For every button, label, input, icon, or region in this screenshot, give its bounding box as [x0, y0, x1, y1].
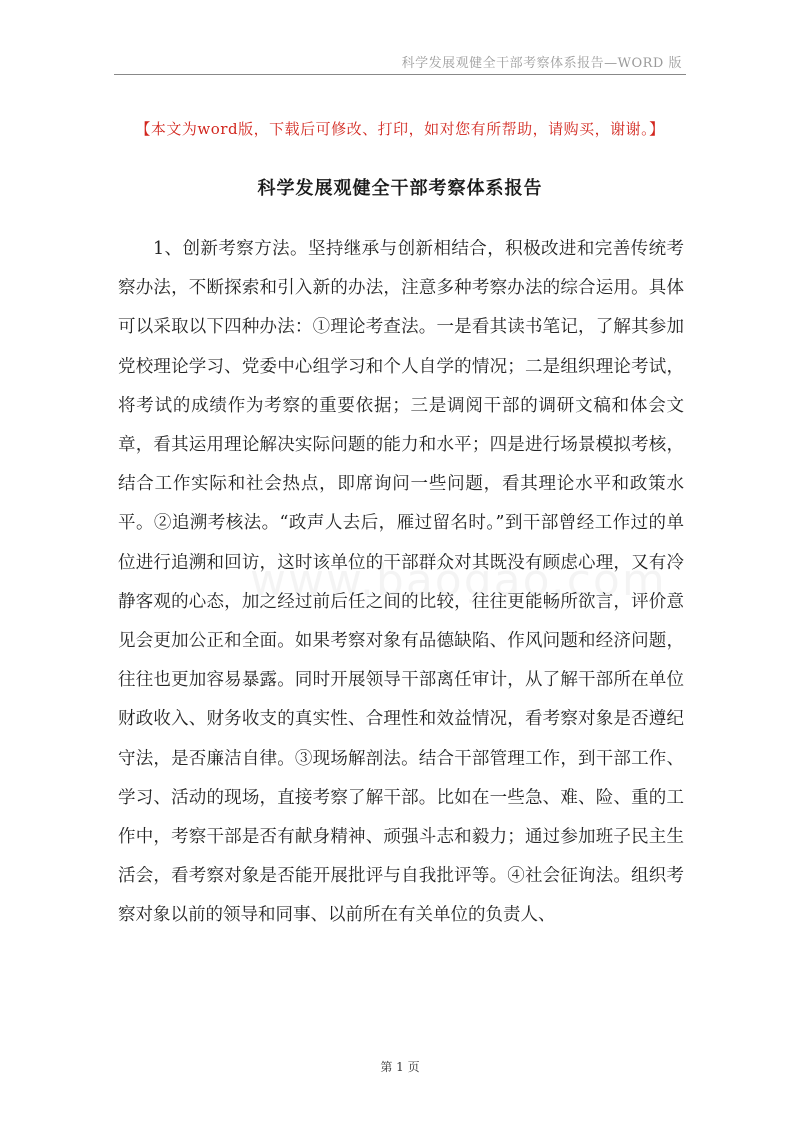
document-title: 科学发展观健全干部考察体系报告	[257, 178, 543, 199]
download-notice: 【本文为word版，下载后可修改、打印，如对您有所帮助，请购买，谢谢。】	[135, 120, 665, 138]
header-divider	[114, 74, 686, 75]
running-header: 科学发展观健全干部考察体系报告—WORD 版	[401, 56, 682, 71]
body-paragraph: 1、创新考察方法。坚持继承与创新相结合，积极改进和完善传统考察办法，不断探索和引入新的办法，注意多种考察办法的综合运用。具体可以采取以下四种办法：①理论考查法。一是看其读书笔记，了解其参加党校理论学习、党委中心组学习和个人自学的情况；二是组织理论考试，将考试的成绩作为考察的重要依据；三是调阅干部的调研文稿和体会文章，看其运用理论解决实际问题的能力和水平；四是进行场景模拟考核，结合工作实际和社会热点，即席询问一些问题，看其理论水平和政策水平。②追溯考核法。“政声人去后，雁过留名时。”到干部曾经工作过的单位进行追溯和回访，这时该单位的干部群众对其既没有顾虑心理，又有冷静客观的心态，加之经过前后任之间的比较，往往更能畅所欲言，评价意见会更加公正和全面。如果考察对象有品德缺陷、作风问题和经济问题，往往也更加容易暴露。同时开展领导干部离任审计，从了解干部所在单位财政收入、财务收支的真实性、合理性和效益情况，看考察对象是否遵纪守法，是否廉洁自律。③现场解剖法。结合干部管理工作，到干部工作、学习、活动的现场，直接考察了解干部。比如在一些急、难、险、重的工作中，考察干部是否有献身精神、顽强斗志和毅力；通过参加班子民主生活会，看考察对象是否能开展批评与自我批评等。④社会征询法。组织考察对象以前的领导和同事、以前所在有关单位的负责人、	[118, 239, 684, 926]
page-number: 第 1 页	[380, 1060, 420, 1074]
